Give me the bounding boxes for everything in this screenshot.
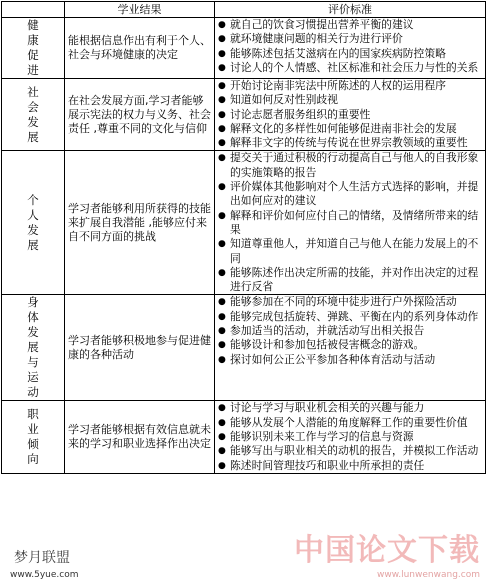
area-cell	[2, 295, 65, 401]
criteria-item	[218, 459, 484, 473]
header-row	[2, 2, 486, 18]
league-url-watermark: www.5yue.com	[10, 570, 79, 580]
criteria-text: 解释非文字的传统与传说在世界宗教领域的重要性	[230, 136, 468, 150]
criteria-text: 评价媒体其他影响对个人生活方式选择的影响，并提出如何应对的建议	[230, 180, 479, 208]
criteria-text: 讨论人的个人情感、社区标准和社会压力与性的关系	[230, 60, 479, 74]
criteria-text: 就自己的饮食习惯提出营养平衡的建议	[230, 18, 414, 31]
criteria-text: 开始讨论南非宪法中所陈述的人权的运用程序	[230, 79, 446, 92]
criteria-text: 参加适当的活动，并就活动写出相关报告	[230, 324, 425, 338]
criteria-text: 就环境健康问题的相关行为进行评价	[230, 32, 403, 46]
criteria-text: 能够设计和参加包括被侵害概念的游戏。	[230, 338, 425, 352]
curriculum-standards-table	[1, 1, 486, 474]
league-watermark: 梦月联盟	[12, 547, 72, 567]
bullet-icon: ●	[218, 34, 226, 45]
criteria-item	[218, 47, 484, 61]
assessment-criteria-cell	[215, 401, 486, 473]
header-area	[2, 2, 65, 18]
bullet-icon: ●	[218, 267, 226, 278]
table-row	[2, 151, 486, 295]
bullet-icon: ●	[218, 109, 226, 120]
bullet-icon: ●	[218, 417, 226, 428]
criteria-text: 提交关于通过积极的行动提高自己与他人的自我形象的实施策略的报告	[230, 151, 479, 179]
bullet-icon: ●	[218, 297, 226, 308]
area-label: 健康促进	[27, 18, 39, 77]
area-label: 身体发展与运动	[27, 295, 39, 400]
criteria-text: 能够识别未来工作与学习的信息与资源	[230, 430, 414, 444]
criteria-item	[218, 122, 484, 136]
criteria-text: 解释和评价如何应付自己的情绪，及情绪所带来的结果	[230, 208, 479, 236]
bullet-icon: ●	[218, 403, 226, 414]
criteria-item	[218, 18, 484, 32]
criteria-text: 能够陈述作出决定所需的技能，并对作出决定的过程进行反省	[230, 265, 479, 294]
criteria-item	[218, 430, 484, 444]
table-row	[2, 295, 486, 401]
criteria-item	[218, 266, 484, 295]
criteria-item	[218, 237, 484, 266]
assessment-criteria-cell	[215, 151, 486, 295]
criteria-text: 能够完成包括旋转、弹跳、平衡在内的系列身体动作	[230, 309, 479, 323]
criteria-text: 能够参加在不同的环境中徒步进行户外探险活动	[230, 295, 457, 309]
header-assessment-standard: 评价标准	[215, 2, 486, 18]
criteria-item	[218, 32, 484, 46]
area-label: 个人发展	[27, 192, 39, 252]
bullet-icon: ●	[218, 95, 226, 106]
criteria-item	[218, 61, 484, 75]
criteria-item	[218, 79, 484, 93]
bullet-icon: ●	[218, 354, 226, 365]
area-cell	[2, 18, 65, 79]
criteria-item	[218, 401, 484, 415]
table-row	[2, 401, 486, 473]
criteria-text: 讨论与学习与职业机会相关的兴趣与能力	[230, 401, 425, 415]
criteria-text: 探讨如何公正公平参加各种体育活动与活动	[230, 352, 436, 366]
criteria-text: 能够从发展个人潜能的角度解释工作的重要性价值	[230, 415, 468, 429]
criteria-text: 解释文化的多样性如何能够促进南非社会的发展	[230, 121, 457, 135]
area-label: 社会发展	[27, 84, 39, 144]
bullet-icon: ●	[218, 446, 226, 457]
assessment-criteria-cell	[215, 295, 486, 401]
learning-outcome-cell: 学习者能够利用所获得的技能来扩展自我潜能 ,能够应付来自不同方面的挑战	[65, 151, 215, 295]
criteria-text: 知道如何反对性别歧视	[230, 93, 338, 107]
criteria-text: 陈述时间管理技巧和职业中所承担的责任	[230, 458, 425, 472]
table-row	[2, 79, 486, 151]
site-url-watermark: www.lunwenwang.com	[376, 570, 480, 580]
bullet-icon: ●	[218, 210, 226, 221]
bullet-icon: ●	[218, 123, 226, 134]
site-watermark: 中国论文下载	[294, 533, 480, 568]
bullet-icon: ●	[218, 48, 226, 59]
bullet-icon: ●	[218, 239, 226, 250]
bullet-icon: ●	[218, 326, 226, 337]
bullet-icon: ●	[218, 460, 226, 471]
table-row	[2, 18, 486, 79]
criteria-item	[218, 93, 484, 107]
header-learning-outcome: 学业结果	[65, 2, 215, 18]
bullet-icon: ●	[218, 182, 226, 193]
area-cell	[2, 151, 65, 295]
assessment-criteria-cell	[215, 79, 486, 151]
criteria-item	[218, 444, 484, 458]
area-label: 职业倾向	[27, 407, 39, 467]
learning-outcome-cell: 在社会发展方面,学习者能够展示宪法的权力与义务、社会责任 ,尊重不同的文化与信仰	[65, 79, 215, 151]
criteria-item	[218, 180, 484, 209]
criteria-item	[218, 136, 484, 150]
criteria-text: 能够写出与职业相关的动机的报告，并模拟工作活动	[230, 444, 479, 458]
criteria-item	[218, 310, 484, 324]
learning-outcome-cell: 能根据信息作出有利于个人、社会与环境健康的决定	[65, 18, 215, 79]
criteria-item	[218, 295, 484, 309]
bullet-icon: ●	[218, 138, 226, 149]
bullet-icon: ●	[218, 432, 226, 443]
criteria-item	[218, 108, 484, 122]
bullet-icon: ●	[218, 311, 226, 322]
criteria-item	[218, 324, 484, 338]
bullet-icon: ●	[218, 81, 226, 91]
learning-outcome-cell: 学习者能够积极地参与促进健康的各种活动	[65, 295, 215, 401]
bullet-icon: ●	[218, 153, 226, 164]
criteria-text: 知道尊重他人，并知道自己与他人在能力发展上的不同	[230, 237, 479, 265]
bullet-icon: ●	[218, 340, 226, 351]
criteria-text: 讨论志愿者服务组织的重要性	[230, 107, 371, 121]
criteria-item	[218, 151, 484, 180]
learning-outcome-cell: 学习者能够根据有效信息就未来的学习和职业选择作出决定	[65, 401, 215, 473]
assessment-criteria-cell	[215, 18, 486, 79]
area-cell	[2, 79, 65, 151]
criteria-text: 能够陈述包括艾滋病在内的国家疾病防控策略	[230, 46, 446, 60]
criteria-item	[218, 353, 484, 367]
criteria-item	[218, 416, 484, 430]
area-cell	[2, 401, 65, 473]
criteria-item	[218, 338, 484, 352]
bullet-icon: ●	[218, 20, 226, 30]
criteria-item	[218, 209, 484, 238]
bullet-icon: ●	[218, 62, 226, 73]
